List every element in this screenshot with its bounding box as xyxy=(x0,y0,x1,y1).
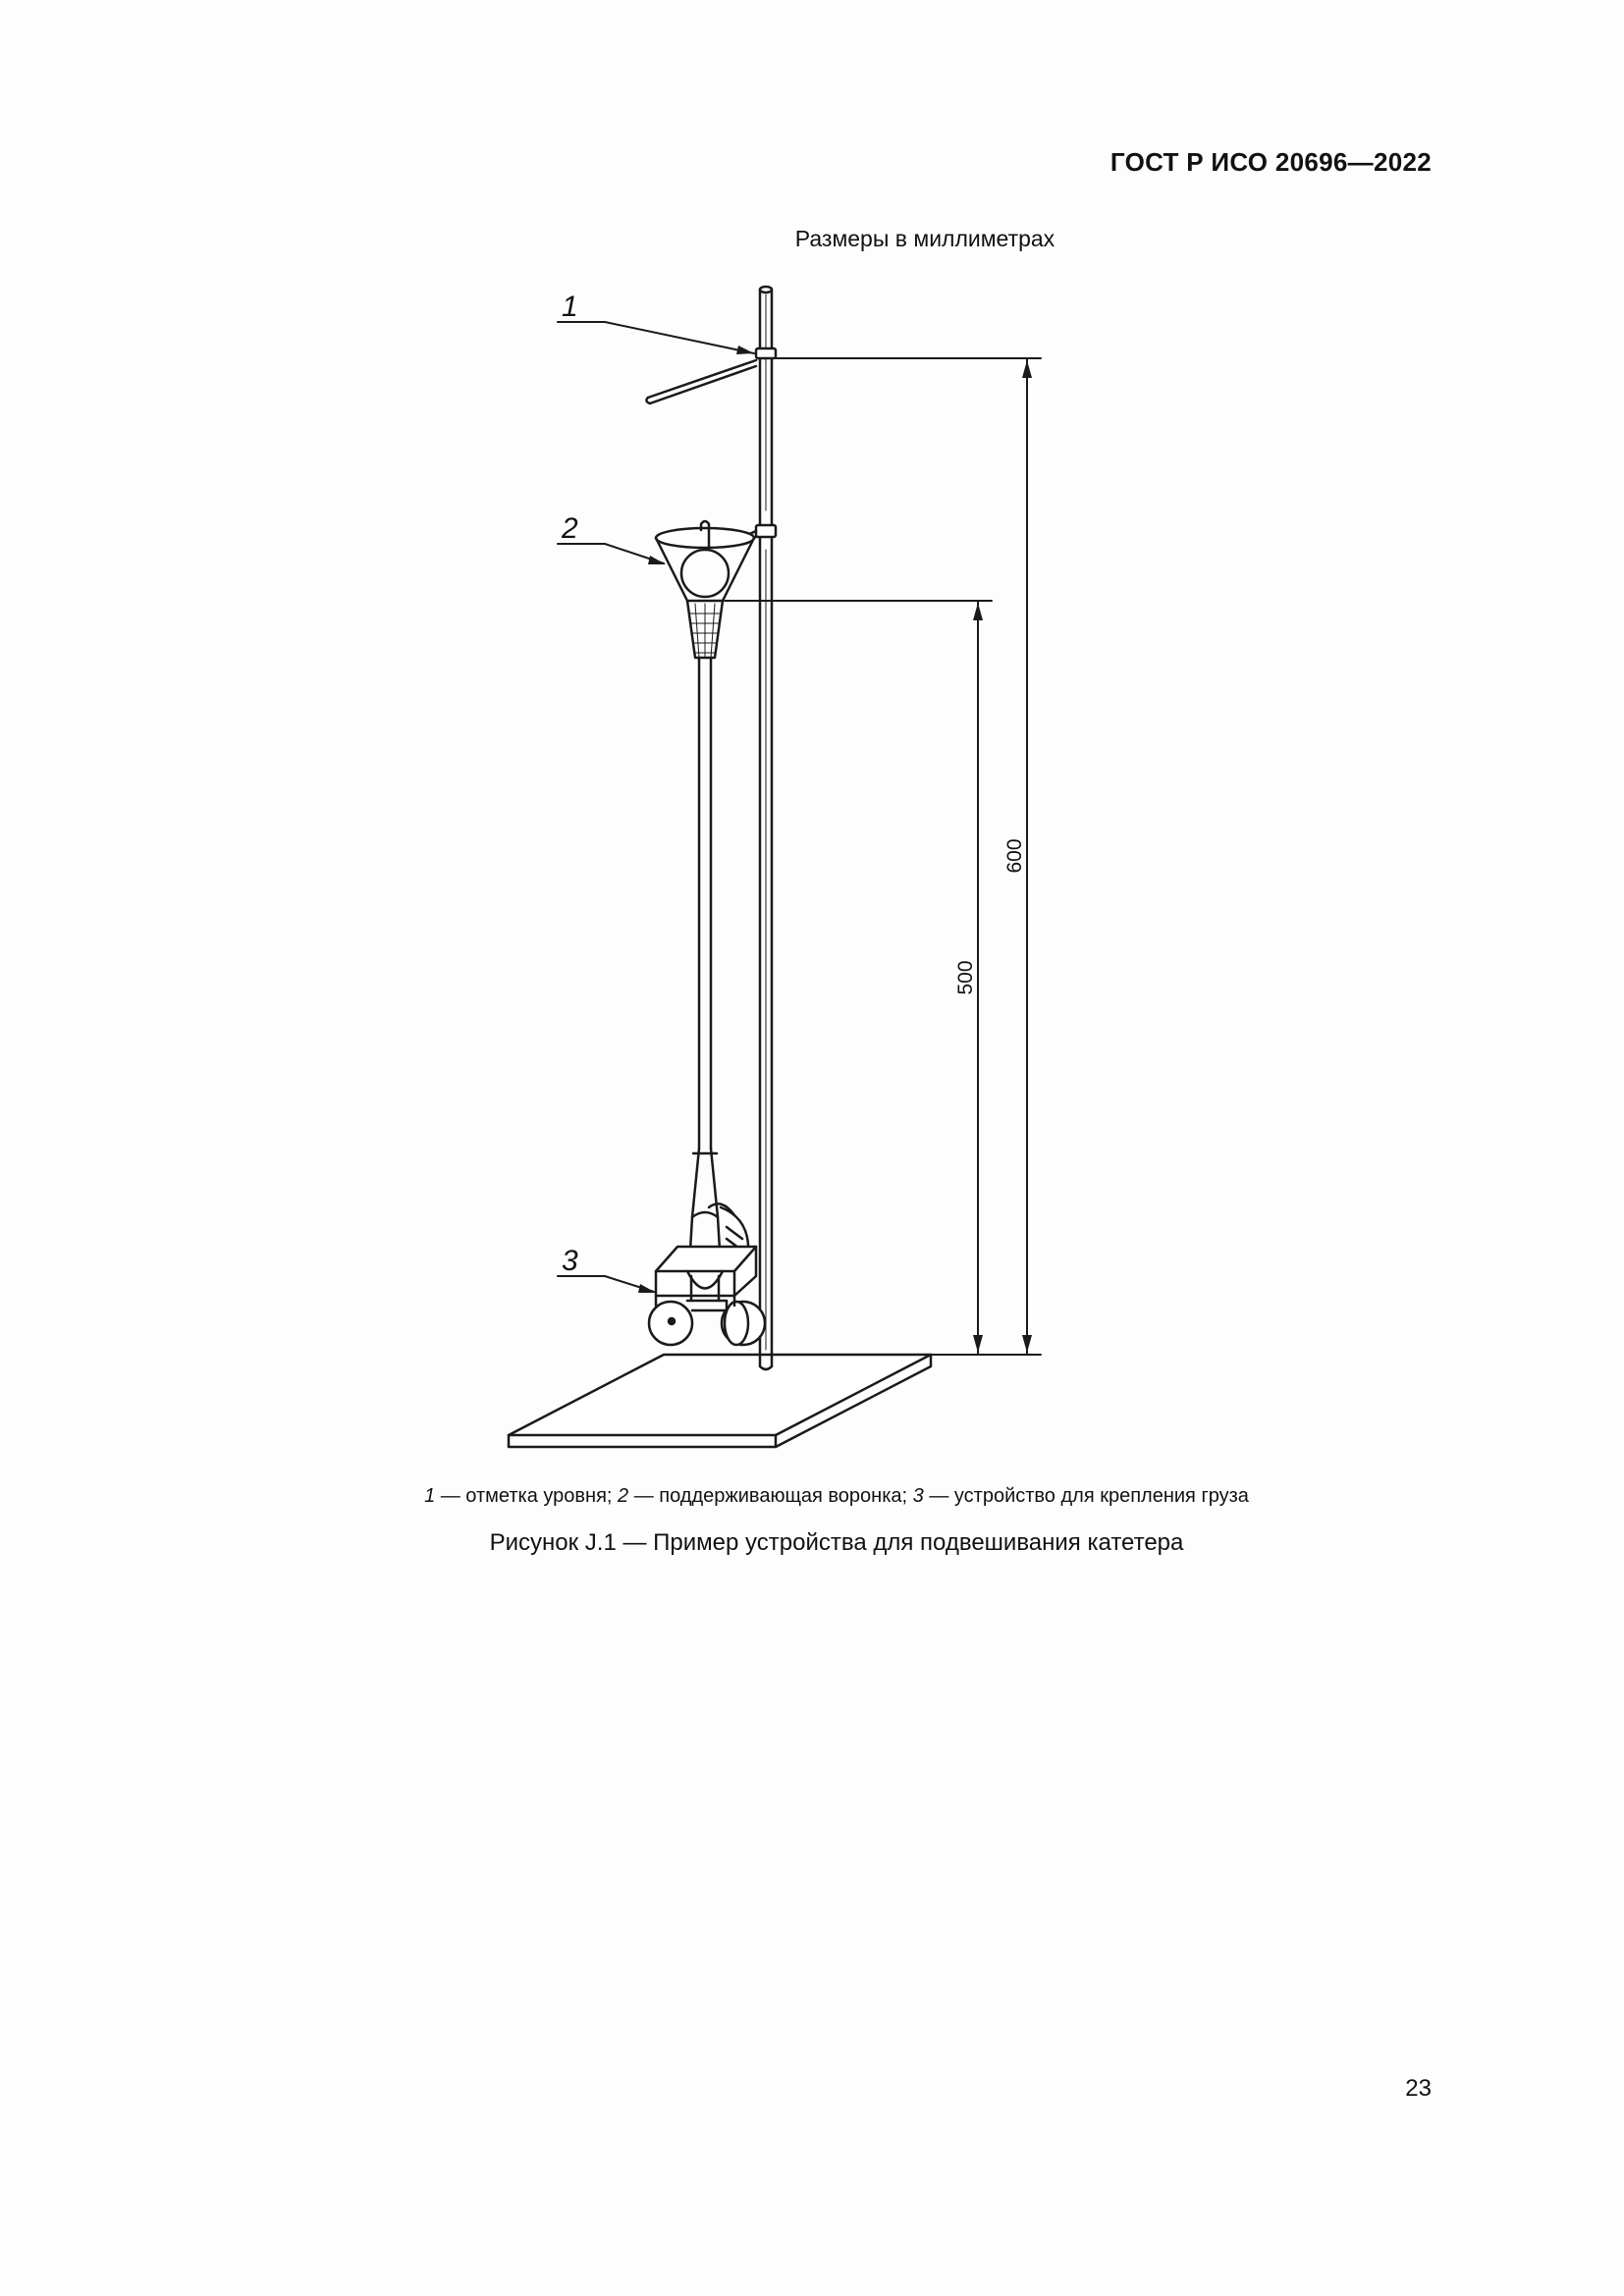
legend-text-3: — устройство для крепления груза xyxy=(923,1485,1249,1507)
callout-1: 1 xyxy=(562,291,578,323)
dimension-500: 500 xyxy=(954,960,977,995)
catheter-tube xyxy=(689,658,721,1266)
callout-leaders xyxy=(558,322,754,1292)
legend-text-2: — поддерживающая воронка; xyxy=(628,1485,913,1507)
callout-arrowheads xyxy=(638,346,754,1293)
standard-code: ГОСТ Р ИСО 20696—2022 xyxy=(1110,147,1432,177)
funnel xyxy=(656,521,754,658)
legend-num-1: 1 xyxy=(424,1485,436,1507)
figure-legend xyxy=(0,1485,1624,1508)
callout-2: 2 xyxy=(562,512,578,545)
base-plate xyxy=(509,1355,931,1447)
page-number: 23 xyxy=(1405,2075,1432,2102)
level-mark-clamp xyxy=(646,348,776,403)
legend-num-2: 2 xyxy=(618,1485,629,1507)
legend-text-1: — отметка уровня; xyxy=(435,1485,619,1507)
figure-caption: Рисунок J.1 — Пример устройства для подвешивания катетера xyxy=(489,1529,1184,1556)
callout-3: 3 xyxy=(562,1245,578,1277)
stand-rod xyxy=(760,287,772,1369)
dimensions-note: Размеры в миллиметрах xyxy=(794,226,1056,251)
dimension-600: 600 xyxy=(1003,838,1026,874)
legend-num-3: 3 xyxy=(912,1485,924,1507)
weight-attachment xyxy=(649,1203,765,1345)
